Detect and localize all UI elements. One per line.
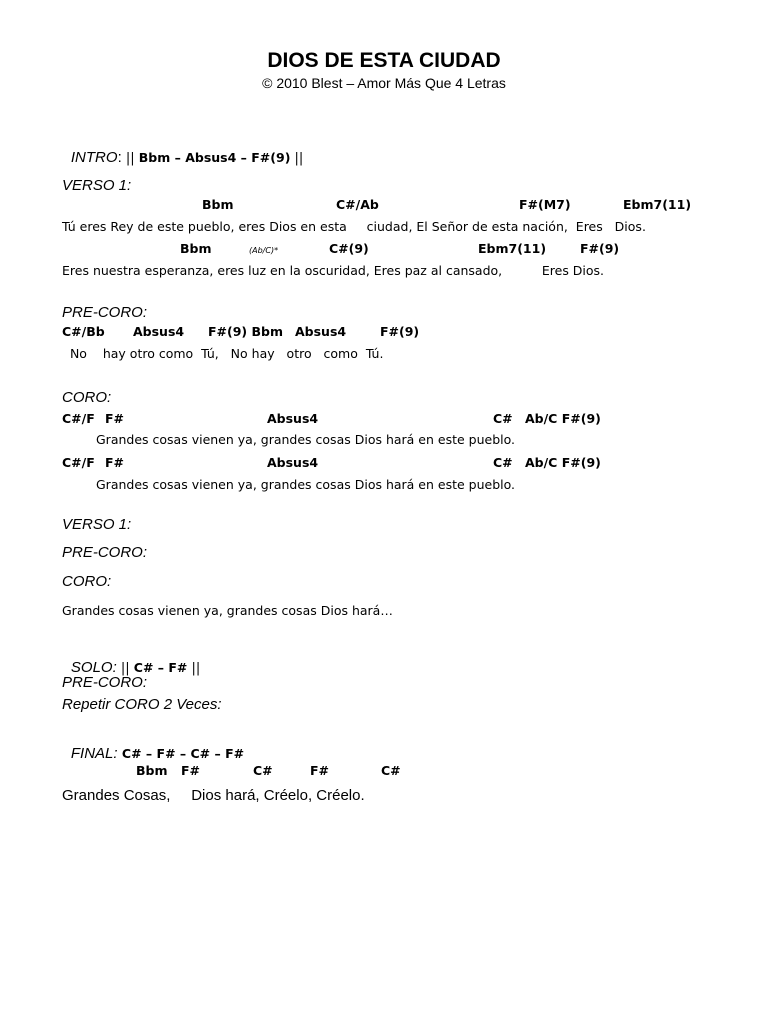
verso1-lyric-1: Tú eres Rey de este pueblo, eres Dios en esta ciudad, El Señor de esta nación, Eres Dios. (62, 219, 646, 234)
precoro-lyric: No hay otro como Tú, No hay otro como Tú. (62, 346, 384, 361)
ending-chord: C# (253, 763, 273, 778)
intro-bar-close: || (290, 151, 304, 166)
ending-chord: F# (310, 763, 330, 778)
solo-bar-close: || (187, 661, 201, 676)
ending-chord: F# (181, 763, 201, 778)
final-chords: C# – F# – C# – F# (117, 746, 245, 761)
coro-label: CORO: (62, 389, 112, 406)
solo-label: SOLO: (70, 659, 117, 676)
intro-chords: Bbm – Absus4 – F#(9) (138, 150, 291, 165)
coro-chord: C# (493, 455, 513, 470)
verso1-chord: F#(M7) (519, 197, 571, 212)
verso1-chord: F#(9) (580, 241, 620, 256)
precoro-chord: Absus4 (295, 324, 347, 339)
copyright-line: © 2010 Blest – Amor Más Que 4 Letras (262, 75, 506, 91)
verso1-chord: Ebm7(11) (623, 197, 692, 212)
verso1-chord: Ebm7(11) (478, 241, 547, 256)
coro-chord: F# (105, 455, 125, 470)
coro-chord: C#/F (62, 411, 95, 426)
coro-repeat-label: CORO: (62, 573, 112, 590)
precoro-chord: Absus4 (133, 324, 185, 339)
page-title: DIOS DE ESTA CIUDAD (267, 49, 501, 72)
precoro-label: PRE-CORO: (62, 304, 148, 321)
coro-short-lyric: Grandes cosas vienen ya, grandes cosas Dios hará… (62, 603, 393, 618)
final-label: FINAL: (70, 745, 118, 762)
coro-chord: C# (493, 411, 513, 426)
precoro-repeat-label: PRE-CORO: (62, 544, 148, 561)
coro-chord: Absus4 (267, 411, 319, 426)
coro-chord: Ab/C F#(9) (525, 455, 601, 470)
verso1-lyric-2: Eres nuestra esperanza, eres luz en la oscuridad, Eres paz al cansado, Eres Dios. (62, 263, 605, 278)
precoro-chord: F#(9) Bbm (208, 324, 283, 339)
intro-label: INTRO (70, 149, 118, 166)
intro-colon: : (117, 149, 122, 166)
precoro-chord: F#(9) (380, 324, 420, 339)
coro-chord: Ab/C F#(9) (525, 411, 601, 426)
verso1-chord: Bbm (180, 241, 212, 256)
verso1-chord: C#(9) (329, 241, 369, 256)
coro-lyric: Grandes cosas vienen ya, grandes cosas Dios hará en este pueblo. (96, 432, 516, 447)
coro-chord: Absus4 (267, 455, 319, 470)
verso1-chord: Bbm (202, 197, 234, 212)
precoro-chord: C#/Bb (62, 324, 105, 339)
coro-chord: C#/F (62, 455, 95, 470)
solo-chords: C# – F# (133, 660, 188, 675)
verso1-chord: C#/Ab (336, 197, 379, 212)
final-line (62, 730, 244, 762)
precoro-final-label: PRE-CORO: (62, 674, 148, 691)
intro-line (62, 134, 303, 166)
verso1-alt-chord: (Ab/C)* (249, 246, 279, 255)
solo-line (62, 644, 200, 676)
verso1-repeat-label: VERSO 1: (62, 516, 132, 533)
coro-lyric: Grandes cosas vienen ya, grandes cosas Dios hará en este pueblo. (96, 477, 516, 492)
coro-chord: F# (105, 411, 125, 426)
verso1-label: VERSO 1: (62, 177, 132, 194)
ending-chord: C# (381, 763, 401, 778)
ending-lyric: Grandes Cosas, Dios hará, Créelo, Créelo. (62, 787, 365, 804)
solo-bar-open: || (116, 661, 134, 676)
intro-bar-open: || (121, 151, 139, 166)
ending-chord: Bbm (136, 763, 168, 778)
repetir-instruction: Repetir CORO 2 Veces: (62, 696, 222, 713)
